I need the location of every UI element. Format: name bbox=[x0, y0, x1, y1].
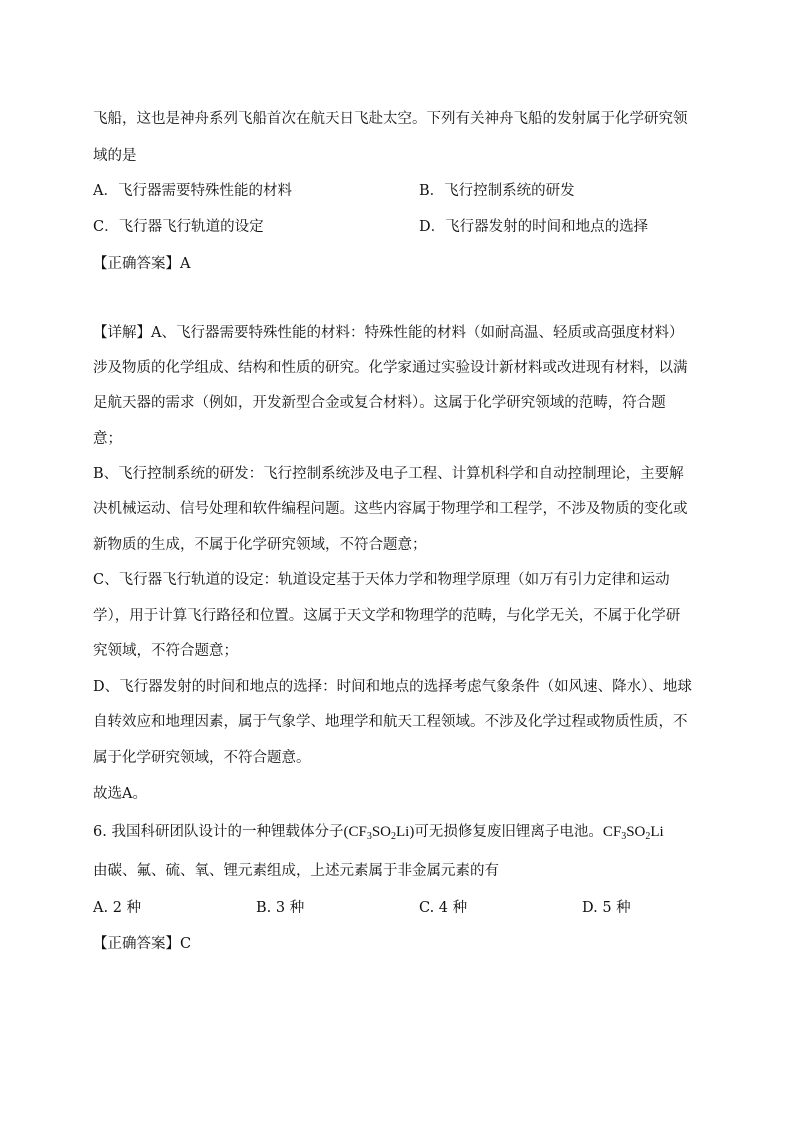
q5-explanation-line: 足航天器的需求（例如，开发新型合金或复合材料）。这属于化学研究领域的范畴，符合题 bbox=[93, 395, 666, 411]
q5-explanation-line: 涉及物质的化学组成、结构和性质的研究。化学家通过实验设计新材料或改进现有材料，以满 bbox=[93, 360, 688, 376]
q6-number: 6. bbox=[93, 824, 107, 840]
q5-option-a: A．飞行器需要特殊性能的材料 bbox=[93, 183, 292, 199]
q6-stem-line-1 bbox=[93, 822, 704, 842]
q6-stem-part-2: 可无损修复废旧锂离子电池。 bbox=[414, 824, 603, 840]
q5-explanation-line: 决机械运动、信号处理和软件编程问题。这些内容属于物理学和工程学，不涉及物质的变化或 bbox=[93, 501, 688, 517]
q5-explanation-line: 自转效应和地理因素，属于气象学、地理学和航天工程领域。不涉及化学过程或物质性质，不 bbox=[93, 714, 688, 730]
q6-formula: $(CF_3SO_2Li)$ bbox=[343, 824, 415, 842]
q6-option-d: D. 5 种 bbox=[582, 900, 631, 916]
q5-explanation-line: 学），用于计算飞行路径和位置。这属于天文学和物理学的范畴，与化学无关，不属于化学研 bbox=[93, 608, 681, 624]
q6-option-c: C. 4 种 bbox=[419, 900, 468, 916]
q5-explanation-line: D、飞行器发射的时间和地点的选择：时间和地点的选择考虑气象条件（如风速、降水）、地球 bbox=[93, 679, 692, 695]
q5-explanation-line: C、飞行器飞行轨道的设定：轨道设定基于天体力学和物理学原理（如万有引力定律和运动 bbox=[93, 572, 670, 588]
q5-explanation-line: 【详解】A、飞行器需要特殊性能的材料：特殊性能的材料（如耐高温、轻质或高强度材料） bbox=[93, 325, 684, 341]
q6-option-a: A. 2 种 bbox=[93, 900, 142, 916]
q6-answer: 【正确答案】C bbox=[93, 936, 192, 952]
q5-explanation-line: 究领域，不符合题意； bbox=[93, 643, 238, 659]
q5-stem-line-2: 域的是 bbox=[93, 148, 137, 164]
q5-option-d: D．飞行器发射的时间和地点的选择 bbox=[419, 219, 649, 235]
q5-explanation-line: 新物质的生成，不属于化学研究领域，不符合题意； bbox=[93, 537, 427, 553]
q5-explanation-line: 故选A。 bbox=[93, 786, 147, 802]
q5-option-c: C．飞行器飞行轨道的设定 bbox=[93, 219, 264, 235]
q6-stem-line-2: 由碳、氟、硫、氧、锂元素组成，上述元素属于非金属元素的有 bbox=[93, 863, 499, 879]
q5-explanation-line: 属于化学研究领域，不符合题意。 bbox=[93, 750, 311, 766]
q5-explanation-line: B、飞行控制系统的研发：飞行控制系统涉及电子工程、计算机科学和自动控制理论，主要解 bbox=[93, 466, 684, 482]
q6-stem-part-1: 我国科研团队设计的一种锂载体分子 bbox=[111, 824, 344, 840]
q5-explanation-line: 意； bbox=[93, 431, 122, 447]
q6-option-b: B. 3 种 bbox=[256, 900, 305, 916]
q6-formula-inline: $CF_3SO_2Li$ bbox=[602, 824, 664, 842]
q5-option-b: B．飞行控制系统的研发 bbox=[419, 183, 575, 199]
q5-answer: 【正确答案】A bbox=[93, 256, 191, 272]
q5-stem-line-1: 飞船，这也是神舟系列飞船首次在航天日飞赴太空。下列有关神舟飞船的发射属于化学研究领 bbox=[93, 111, 688, 127]
